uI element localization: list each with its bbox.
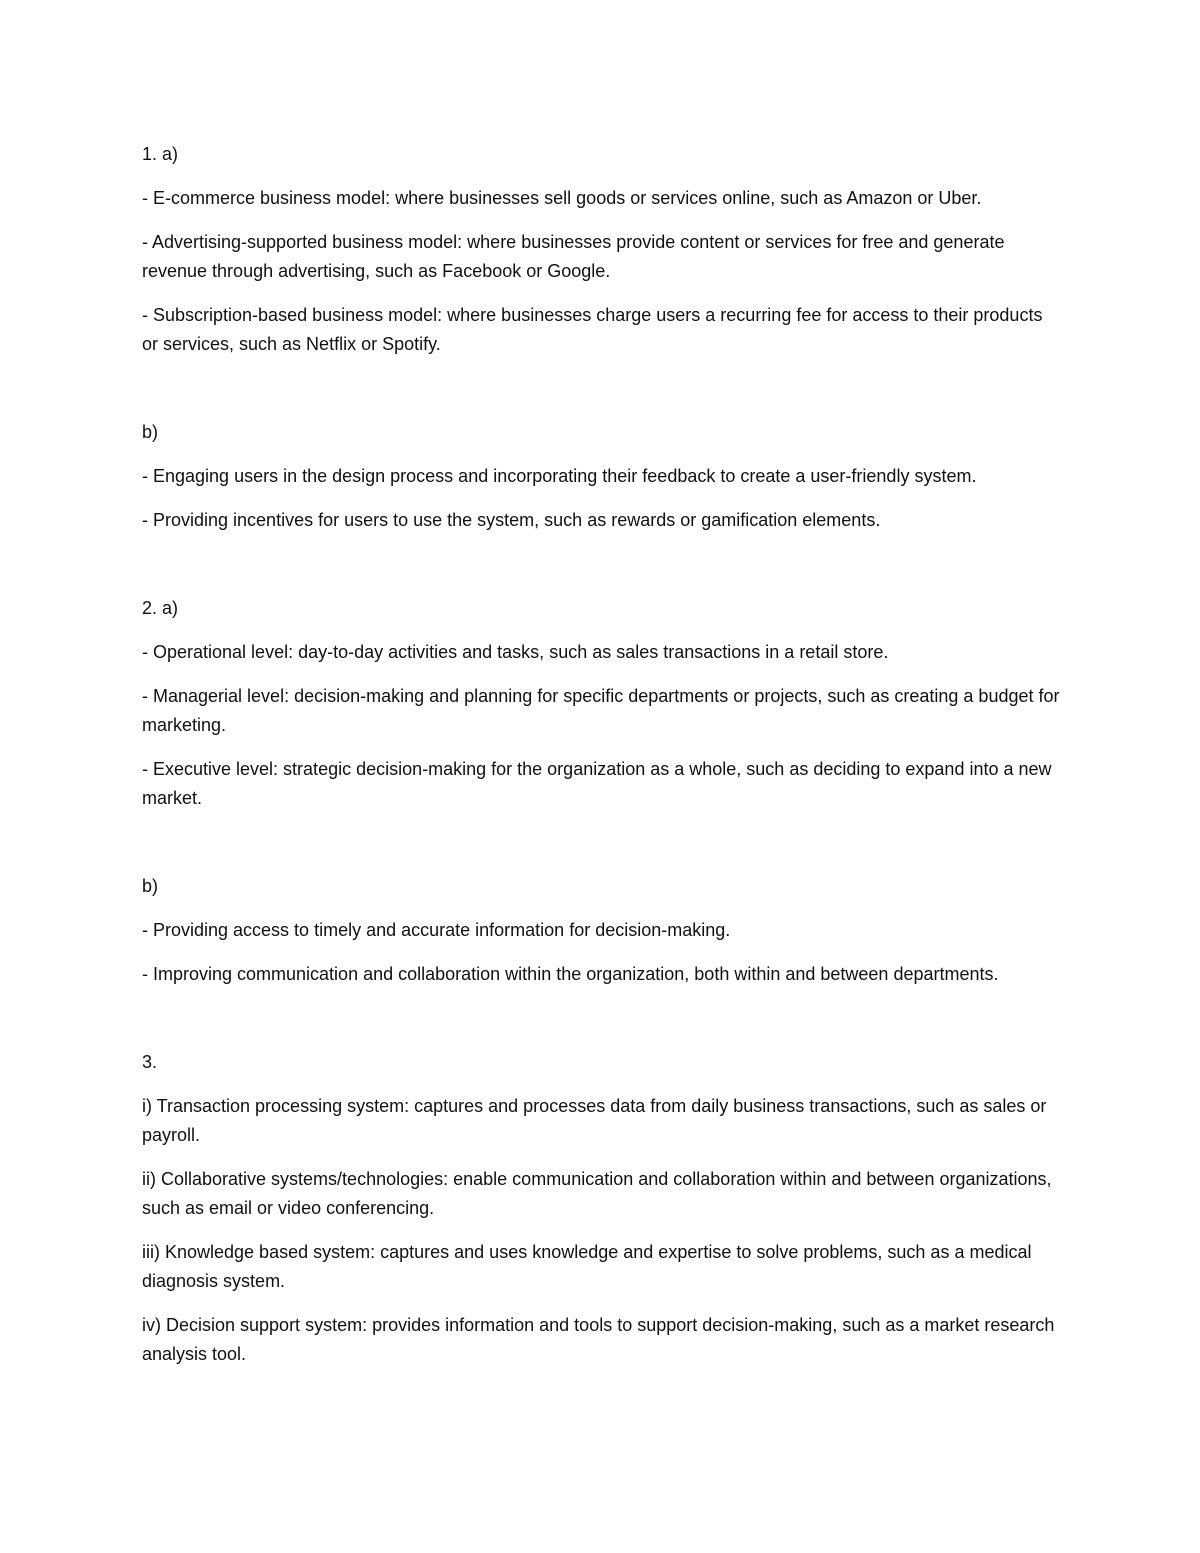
list-item: - Improving communication and collaboration within the organization, both within and between departments. [142, 964, 999, 984]
spacer [142, 374, 1062, 418]
section-heading: b) [142, 422, 159, 442]
list-item: - Subscription-based business model: where businesses charge users a recurring fee for access to their products or services, such as Netflix or Spotify. [142, 305, 1043, 354]
section-2b [142, 872, 1062, 989]
list-item: - Engaging users in the design process and incorporating their feedback to create a user-friendly system. [142, 466, 977, 486]
section-heading: 3. [142, 1052, 158, 1072]
list-item: iv) Decision support system: provides information and tools to support decision-making, such as a market research analysis tool. [142, 1315, 1055, 1364]
list-item: - Managerial level: decision-making and planning for specific departments or projects, such as creating a budget for marketing. [142, 686, 1060, 735]
section-heading: 2. a) [142, 598, 179, 618]
list-item: - Executive level: strategic decision-making for the organization as a whole, such as deciding to expand into a new market. [142, 759, 1052, 808]
list-item: i) Transaction processing system: captures and processes data from daily business transactions, such as sales or payroll. [142, 1096, 1047, 1145]
spacer [142, 550, 1062, 594]
list-item: ii) Collaborative systems/technologies: enable communication and collaboration within and between organizations, such as email or video conferencing. [142, 1169, 1052, 1218]
list-item: - Operational level: day-to-day activities and tasks, such as sales transactions in a retail store. [142, 642, 889, 662]
list-item: - E-commerce business model: where businesses sell goods or services online, such as Amazon or Uber. [142, 188, 982, 208]
section-heading: 1. a) [142, 144, 179, 164]
spacer [142, 828, 1062, 872]
section-3 [142, 1048, 1062, 1369]
list-item: - Advertising-supported business model: where businesses provide content or services for free and generate revenue through advertising, such as Facebook or Google. [142, 232, 1005, 281]
list-item: iii) Knowledge based system: captures and uses knowledge and expertise to solve problems, such as a medical diagnosis system. [142, 1242, 1032, 1291]
list-item: - Providing access to timely and accurate information for decision-making. [142, 920, 731, 940]
list-item: - Providing incentives for users to use the system, such as rewards or gamification elements. [142, 510, 881, 530]
section-1a [142, 140, 1062, 359]
spacer [142, 1004, 1062, 1048]
section-1b [142, 418, 1062, 535]
section-heading: b) [142, 876, 159, 896]
document-body [142, 140, 1062, 1384]
section-2a [142, 594, 1062, 813]
